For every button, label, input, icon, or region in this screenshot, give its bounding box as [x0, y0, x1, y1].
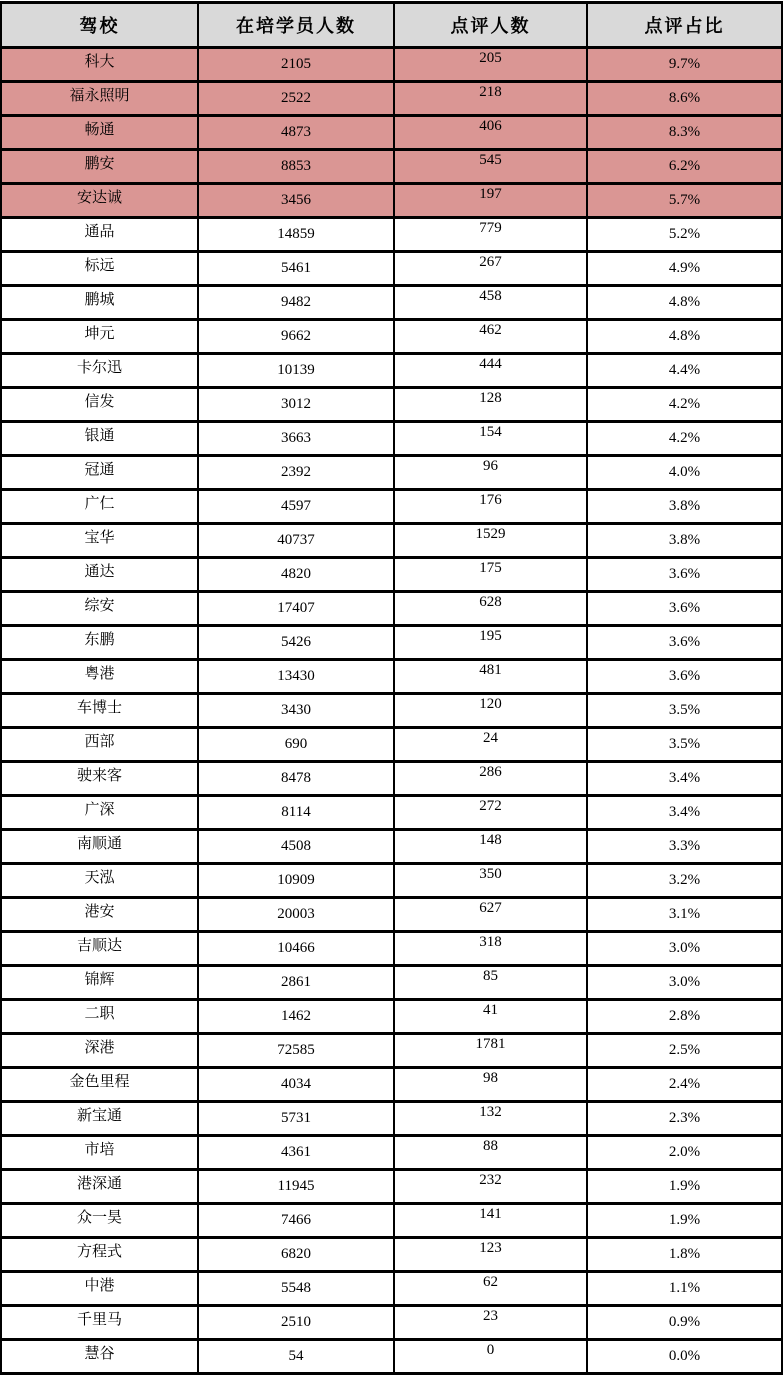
review-count-cell: 350: [394, 864, 587, 898]
school-name-cell: 慧谷: [1, 1340, 198, 1374]
school-name-cell: 标远: [1, 252, 198, 286]
header-row: [1, 3, 782, 48]
school-name-cell: 东鹏: [1, 626, 198, 660]
school-name-cell: 深港: [1, 1034, 198, 1068]
trainee-count-cell: 4034: [198, 1068, 394, 1102]
review-ratio-cell: 3.5%: [587, 728, 782, 762]
review-count-cell: 85: [394, 966, 587, 1000]
table-row: [1, 592, 782, 626]
table-row: [1, 524, 782, 558]
review-ratio-cell: 3.4%: [587, 796, 782, 830]
school-name-cell: 安达诚: [1, 184, 198, 218]
trainee-count-cell: 4873: [198, 116, 394, 150]
table-row: [1, 490, 782, 524]
trainee-count-cell: 4820: [198, 558, 394, 592]
school-name-cell: 二职: [1, 1000, 198, 1034]
school-name-cell: 宝华: [1, 524, 198, 558]
trainee-count-cell: 3456: [198, 184, 394, 218]
review-count-cell: 123: [394, 1238, 587, 1272]
trainee-count-cell: 3663: [198, 422, 394, 456]
school-name-cell: 科大: [1, 48, 198, 82]
review-ratio-cell: 1.9%: [587, 1170, 782, 1204]
review-count-cell: 175: [394, 558, 587, 592]
school-name-cell: 南顺通: [1, 830, 198, 864]
table-row: [1, 558, 782, 592]
school-name-cell: 广深: [1, 796, 198, 830]
school-name-cell: 锦辉: [1, 966, 198, 1000]
review-count-cell: 458: [394, 286, 587, 320]
school-name-cell: 吉顺达: [1, 932, 198, 966]
school-name-cell: 鹏城: [1, 286, 198, 320]
trainee-count-cell: 690: [198, 728, 394, 762]
review-count-cell: 132: [394, 1102, 587, 1136]
school-name-cell: 车博士: [1, 694, 198, 728]
review-count-cell: 176: [394, 490, 587, 524]
review-count-cell: 779: [394, 218, 587, 252]
school-name-cell: 金色里程: [1, 1068, 198, 1102]
review-ratio-cell: 9.7%: [587, 48, 782, 82]
review-count-cell: 98: [394, 1068, 587, 1102]
trainee-count-cell: 14859: [198, 218, 394, 252]
table-row: [1, 728, 782, 762]
review-ratio-cell: 3.5%: [587, 694, 782, 728]
review-ratio-cell: 3.8%: [587, 490, 782, 524]
review-ratio-cell: 3.2%: [587, 864, 782, 898]
review-ratio-cell: 4.2%: [587, 422, 782, 456]
table-row: [1, 830, 782, 864]
review-ratio-cell: 5.7%: [587, 184, 782, 218]
school-name-cell: 港安: [1, 898, 198, 932]
trainee-count-cell: 10466: [198, 932, 394, 966]
table-row: [1, 762, 782, 796]
table-row: [1, 82, 782, 116]
trainee-count-cell: 4597: [198, 490, 394, 524]
review-count-cell: 218: [394, 82, 587, 116]
school-name-cell: 福永照明: [1, 82, 198, 116]
trainee-count-cell: 20003: [198, 898, 394, 932]
review-count-cell: 88: [394, 1136, 587, 1170]
school-name-cell: 通达: [1, 558, 198, 592]
review-count-cell: 444: [394, 354, 587, 388]
review-ratio-cell: 0.9%: [587, 1306, 782, 1340]
trainee-count-cell: 5548: [198, 1272, 394, 1306]
school-name-cell: 坤元: [1, 320, 198, 354]
review-ratio-cell: 4.8%: [587, 320, 782, 354]
table-row: [1, 796, 782, 830]
trainee-count-cell: 6820: [198, 1238, 394, 1272]
trainee-count-cell: 40737: [198, 524, 394, 558]
review-count-cell: 272: [394, 796, 587, 830]
review-count-cell: 96: [394, 456, 587, 490]
review-ratio-cell: 4.4%: [587, 354, 782, 388]
school-name-cell: 千里马: [1, 1306, 198, 1340]
review-ratio-cell: 2.4%: [587, 1068, 782, 1102]
table-row: [1, 694, 782, 728]
col-header-review-ratio: 点评占比: [587, 3, 782, 48]
school-name-cell: 方程式: [1, 1238, 198, 1272]
review-ratio-cell: 3.1%: [587, 898, 782, 932]
table-row: [1, 864, 782, 898]
trainee-count-cell: 4508: [198, 830, 394, 864]
trainee-count-cell: 54: [198, 1340, 394, 1374]
table-row: [1, 1306, 782, 1340]
table-row: [1, 286, 782, 320]
table-row: [1, 1204, 782, 1238]
table-row: [1, 116, 782, 150]
review-ratio-cell: 3.6%: [587, 592, 782, 626]
table-body: [1, 48, 782, 1374]
trainee-count-cell: 2105: [198, 48, 394, 82]
review-ratio-cell: 3.8%: [587, 524, 782, 558]
review-ratio-cell: 2.5%: [587, 1034, 782, 1068]
trainee-count-cell: 3012: [198, 388, 394, 422]
table-row: [1, 1238, 782, 1272]
table-row: [1, 1000, 782, 1034]
review-ratio-cell: 8.3%: [587, 116, 782, 150]
table-row: [1, 456, 782, 490]
review-ratio-cell: 4.9%: [587, 252, 782, 286]
review-ratio-cell: 3.6%: [587, 660, 782, 694]
table-row: [1, 1102, 782, 1136]
table-row: [1, 1340, 782, 1374]
review-count-cell: 120: [394, 694, 587, 728]
review-count-cell: 128: [394, 388, 587, 422]
table-row: [1, 966, 782, 1000]
review-ratio-cell: 1.1%: [587, 1272, 782, 1306]
review-ratio-cell: 3.6%: [587, 626, 782, 660]
review-ratio-cell: 4.8%: [587, 286, 782, 320]
review-ratio-cell: 2.0%: [587, 1136, 782, 1170]
review-count-cell: 141: [394, 1204, 587, 1238]
review-ratio-cell: 3.4%: [587, 762, 782, 796]
trainee-count-cell: 13430: [198, 660, 394, 694]
review-ratio-cell: 1.8%: [587, 1238, 782, 1272]
col-header-driving-school: 驾校: [1, 3, 198, 48]
table-row: [1, 150, 782, 184]
review-ratio-cell: 3.0%: [587, 966, 782, 1000]
review-count-cell: 148: [394, 830, 587, 864]
trainee-count-cell: 4361: [198, 1136, 394, 1170]
review-count-cell: 23: [394, 1306, 587, 1340]
table-row: [1, 1068, 782, 1102]
review-count-cell: 267: [394, 252, 587, 286]
table-row: [1, 932, 782, 966]
school-name-cell: 众一昊: [1, 1204, 198, 1238]
review-ratio-cell: 3.0%: [587, 932, 782, 966]
trainee-count-cell: 8478: [198, 762, 394, 796]
table-row: [1, 1272, 782, 1306]
trainee-count-cell: 5461: [198, 252, 394, 286]
table-row: [1, 184, 782, 218]
review-count-cell: 1781: [394, 1034, 587, 1068]
school-name-cell: 驶来客: [1, 762, 198, 796]
trainee-count-cell: 72585: [198, 1034, 394, 1068]
table-row: [1, 354, 782, 388]
trainee-count-cell: 9482: [198, 286, 394, 320]
table-row: [1, 320, 782, 354]
review-count-cell: 205: [394, 48, 587, 82]
review-count-cell: 232: [394, 1170, 587, 1204]
review-count-cell: 154: [394, 422, 587, 456]
review-ratio-cell: 2.3%: [587, 1102, 782, 1136]
trainee-count-cell: 10139: [198, 354, 394, 388]
review-ratio-cell: 8.6%: [587, 82, 782, 116]
review-count-cell: 195: [394, 626, 587, 660]
review-ratio-cell: 2.8%: [587, 1000, 782, 1034]
school-name-cell: 畅通: [1, 116, 198, 150]
review-count-cell: 406: [394, 116, 587, 150]
table-row: [1, 218, 782, 252]
table-row: [1, 1170, 782, 1204]
table-row: [1, 660, 782, 694]
review-count-cell: 197: [394, 184, 587, 218]
review-count-cell: 0: [394, 1340, 587, 1374]
school-name-cell: 综安: [1, 592, 198, 626]
table-row: [1, 1034, 782, 1068]
review-count-cell: 627: [394, 898, 587, 932]
review-ratio-cell: 3.6%: [587, 558, 782, 592]
review-ratio-cell: 1.9%: [587, 1204, 782, 1238]
trainee-count-cell: 2861: [198, 966, 394, 1000]
school-name-cell: 卡尔迅: [1, 354, 198, 388]
driving-school-review-table: [0, 1, 783, 1375]
col-header-review-count: 点评人数: [394, 3, 587, 48]
trainee-count-cell: 2510: [198, 1306, 394, 1340]
school-name-cell: 通品: [1, 218, 198, 252]
table-row: [1, 422, 782, 456]
review-count-cell: 545: [394, 150, 587, 184]
review-ratio-cell: 0.0%: [587, 1340, 782, 1374]
trainee-count-cell: 10909: [198, 864, 394, 898]
trainee-count-cell: 8114: [198, 796, 394, 830]
school-name-cell: 天泓: [1, 864, 198, 898]
review-count-cell: 481: [394, 660, 587, 694]
trainee-count-cell: 11945: [198, 1170, 394, 1204]
school-name-cell: 粤港: [1, 660, 198, 694]
school-name-cell: 新宝通: [1, 1102, 198, 1136]
col-header-trainee-count: 在培学员人数: [198, 3, 394, 48]
table-row: [1, 252, 782, 286]
trainee-count-cell: 5731: [198, 1102, 394, 1136]
review-count-cell: 1529: [394, 524, 587, 558]
school-name-cell: 中港: [1, 1272, 198, 1306]
trainee-count-cell: 17407: [198, 592, 394, 626]
school-name-cell: 市培: [1, 1136, 198, 1170]
trainee-count-cell: 3430: [198, 694, 394, 728]
school-name-cell: 港深通: [1, 1170, 198, 1204]
table-row: [1, 1136, 782, 1170]
trainee-count-cell: 8853: [198, 150, 394, 184]
review-count-cell: 286: [394, 762, 587, 796]
table-row: [1, 626, 782, 660]
trainee-count-cell: 7466: [198, 1204, 394, 1238]
review-ratio-cell: 4.0%: [587, 456, 782, 490]
review-count-cell: 318: [394, 932, 587, 966]
table-row: [1, 898, 782, 932]
school-name-cell: 银通: [1, 422, 198, 456]
school-name-cell: 广仁: [1, 490, 198, 524]
trainee-count-cell: 1462: [198, 1000, 394, 1034]
review-ratio-cell: 5.2%: [587, 218, 782, 252]
review-count-cell: 24: [394, 728, 587, 762]
review-ratio-cell: 4.2%: [587, 388, 782, 422]
review-count-cell: 462: [394, 320, 587, 354]
review-ratio-cell: 3.3%: [587, 830, 782, 864]
review-count-cell: 62: [394, 1272, 587, 1306]
review-ratio-cell: 6.2%: [587, 150, 782, 184]
school-name-cell: 冠通: [1, 456, 198, 490]
trainee-count-cell: 2522: [198, 82, 394, 116]
school-name-cell: 鹏安: [1, 150, 198, 184]
review-count-cell: 628: [394, 592, 587, 626]
trainee-count-cell: 2392: [198, 456, 394, 490]
trainee-count-cell: 9662: [198, 320, 394, 354]
school-name-cell: 西部: [1, 728, 198, 762]
school-name-cell: 信发: [1, 388, 198, 422]
table-row: [1, 48, 782, 82]
trainee-count-cell: 5426: [198, 626, 394, 660]
review-count-cell: 41: [394, 1000, 587, 1034]
table-row: [1, 388, 782, 422]
